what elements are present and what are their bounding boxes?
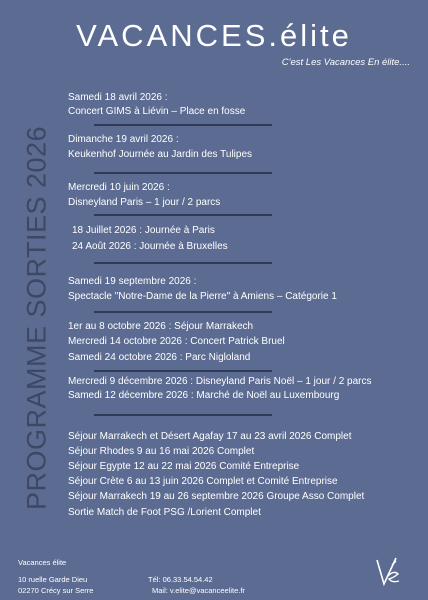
- event-line: 24 Août 2026 : Journée à Bruxelles: [72, 241, 228, 252]
- vertical-title-text: PROGRAMME SORTIES 2026: [21, 125, 52, 511]
- stay-line: Séjour Rhodes 9 au 16 mai 2026 Complet: [68, 446, 255, 457]
- separator: [94, 172, 272, 174]
- stay-line: Séjour Crète 6 au 13 juin 2026 Complet et Comité Entreprise: [68, 476, 338, 487]
- event-line: Samedi 24 octobre 2026 : Parc Nigloland: [68, 352, 251, 363]
- event-line: Mercredi 14 octobre 2026 : Concert Patrick Bruel: [68, 336, 285, 347]
- event-line: Samedi 18 avril 2026 :: [68, 92, 168, 103]
- footer-city: 02270 Crécy sur Serre: [18, 586, 94, 595]
- separator: [94, 311, 272, 313]
- separator: [94, 124, 272, 126]
- ve-monogram-icon: [374, 552, 402, 588]
- footer-phone: Tél: 06.33.54.54.42: [148, 575, 213, 584]
- separator: [94, 262, 272, 264]
- footer-company: Vacances élite: [18, 558, 67, 567]
- stay-line: Sortie Match de Foot PSG /Lorient Complet: [68, 507, 261, 518]
- brand-logo: VACANCES.élite: [76, 18, 352, 53]
- separator: [94, 370, 272, 372]
- event-line: 18 Juillet 2026 : Journée à Paris: [72, 225, 215, 236]
- event-line: Mercredi 10 juin 2026 :: [68, 182, 170, 193]
- stay-line: Séjour Marrakech et Désert Agafay 17 au 23 avril 2026 Complet: [68, 431, 352, 442]
- stay-line: Séjour Marrakech 19 au 26 septembre 2026 Groupe Asso Complet: [68, 491, 365, 502]
- footer-email[interactable]: Mail: v.elite@vacanceelite.fr: [152, 586, 245, 595]
- event-line: Dimanche 19 avril 2026 :: [68, 134, 179, 145]
- vertical-title: [14, 118, 60, 518]
- stay-line: Séjour Egypte 12 au 22 mai 2026 Comité Entreprise: [68, 461, 300, 472]
- event-line: Keukenhof Journée au Jardin des Tulipes: [68, 149, 253, 160]
- event-line: Spectacle "Notre-Dame de la Pierre" à Amiens – Catégorie 1: [68, 291, 337, 302]
- event-line: Disneyland Paris – 1 jour / 2 parcs: [68, 197, 221, 208]
- footer-contact: [148, 574, 245, 596]
- event-line: Concert GIMS à Liévin – Place en fosse: [68, 106, 246, 117]
- separator: [94, 414, 272, 416]
- event-line: Mercredi 9 décembre 2026 : Disneyland Paris Noël – 1 jour / 2 parcs: [68, 376, 372, 387]
- event-line: Samedi 12 décembre 2026 : Marché de Noël au Luxembourg: [68, 390, 340, 401]
- footer-street: 10 ruelle Garde Dieu: [18, 575, 88, 584]
- footer-address: [18, 557, 93, 596]
- event-line: 1er au 8 octobre 2026 : Séjour Marrakech: [68, 321, 254, 332]
- separator: [94, 214, 272, 216]
- tagline: C'est Les Vacances En élite....: [281, 57, 410, 68]
- event-line: Samedi 19 septembre 2026 :: [68, 276, 197, 287]
